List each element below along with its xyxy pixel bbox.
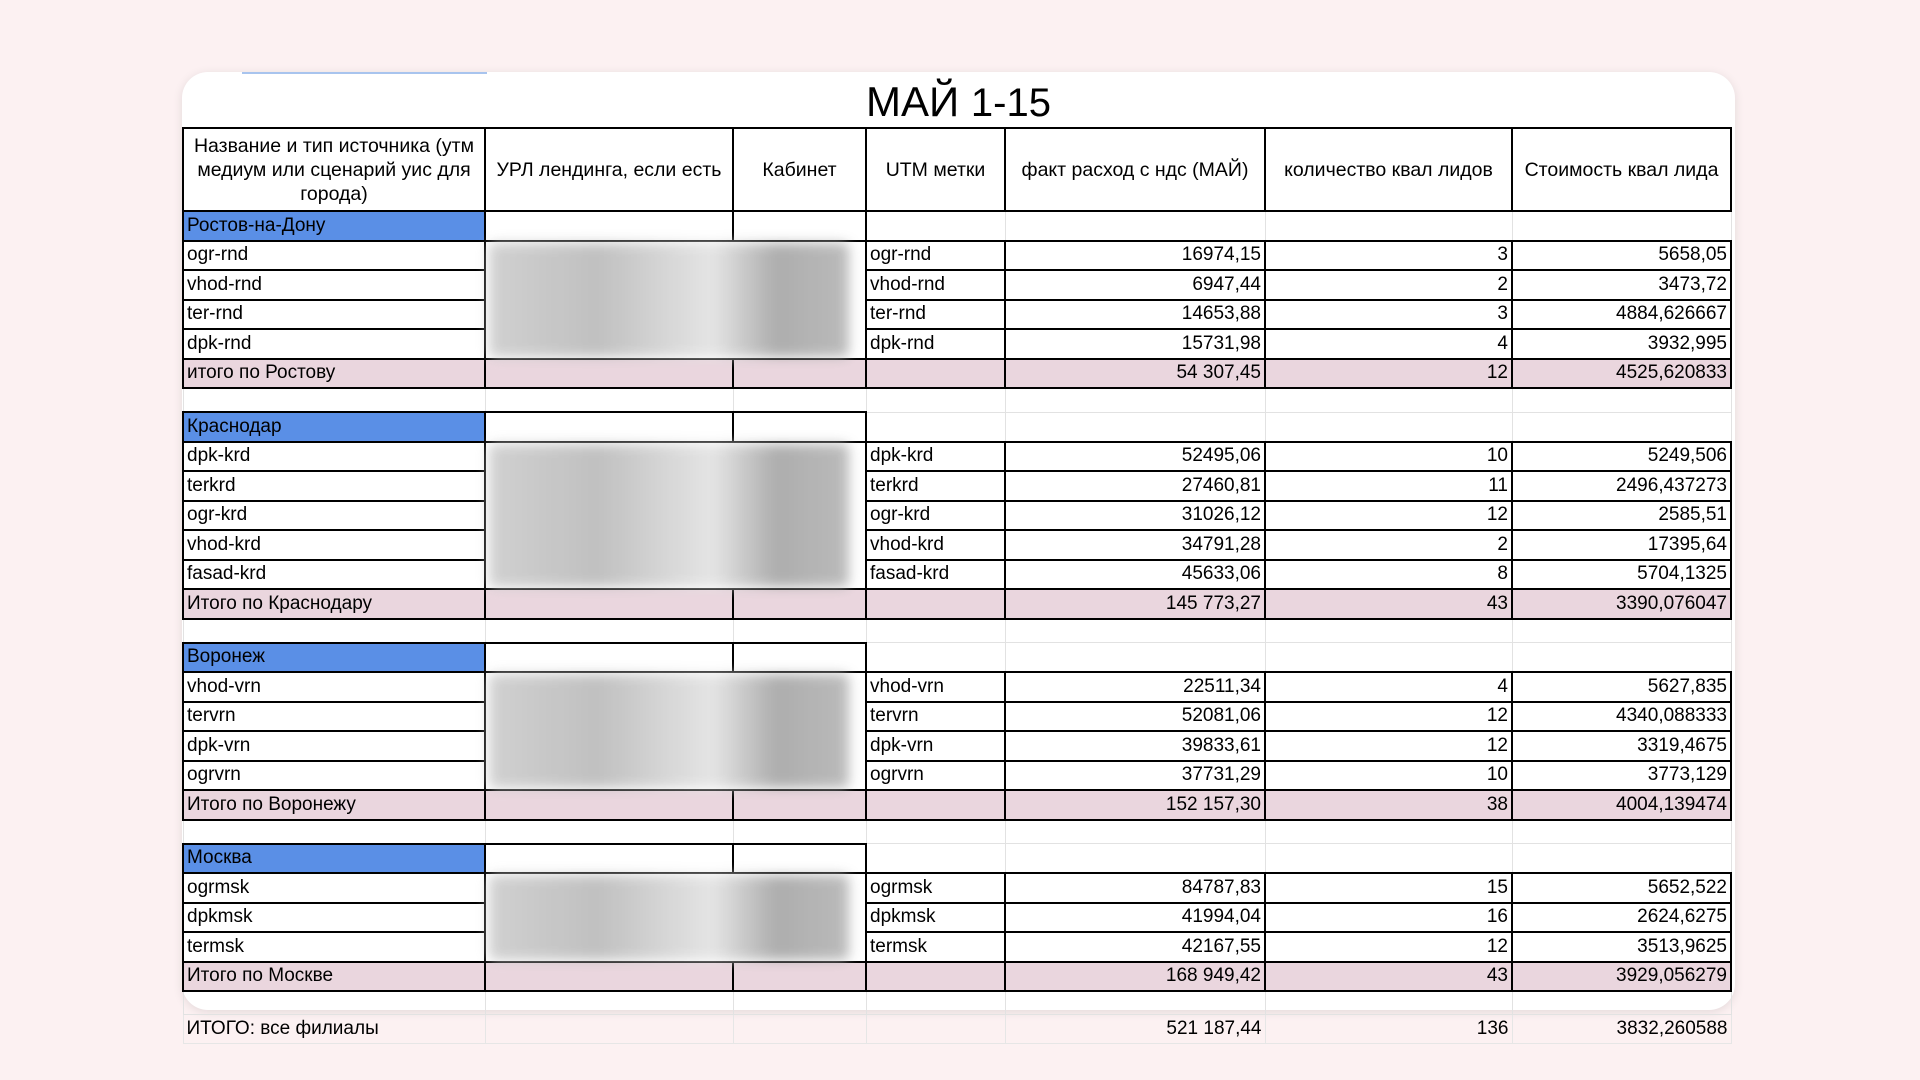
empty-cell[interactable] (733, 211, 866, 241)
empty-cell[interactable] (485, 790, 733, 820)
grand-total-label[interactable]: ИТОГО: все филиалы (183, 1015, 485, 1044)
empty-cell[interactable] (1265, 991, 1512, 1015)
empty-cell[interactable] (866, 388, 1005, 412)
empty-cell[interactable] (1005, 820, 1265, 844)
source-cell[interactable]: vhod-rnd (183, 270, 485, 300)
empty-cell[interactable] (485, 844, 733, 874)
spacer-row (183, 820, 1731, 844)
data-row (183, 241, 1731, 271)
empty-cell[interactable] (733, 844, 866, 874)
city-name-cell[interactable]: Москва (183, 844, 485, 874)
data-row (183, 530, 1731, 560)
leads-cell[interactable]: 16 (1265, 903, 1512, 933)
source-cell[interactable]: ter-rnd (183, 300, 485, 330)
lead-cost-cell[interactable]: 4884,626667 (1512, 300, 1731, 330)
lead-cost-cell[interactable]: 5627,835 (1512, 672, 1731, 702)
spend-cell[interactable]: 15731,98 (1005, 329, 1265, 359)
total-label-cell[interactable]: Итого по Воронежу (183, 790, 485, 820)
header-lead-cost[interactable]: Стоимость квал лида (1512, 128, 1731, 211)
empty-cell[interactable] (485, 359, 733, 389)
group-total-row (183, 790, 1731, 820)
leads-cell[interactable]: 4 (1265, 672, 1512, 702)
source-cell[interactable]: dpk-rnd (183, 329, 485, 359)
empty-cell[interactable] (1005, 643, 1265, 673)
data-row (183, 672, 1731, 702)
empty-cell[interactable] (866, 589, 1005, 619)
lead-cost-cell[interactable]: 3773,129 (1512, 761, 1731, 791)
empty-cell[interactable] (866, 820, 1005, 844)
empty-cell[interactable] (1265, 643, 1512, 673)
spend-cell[interactable]: 84787,83 (1005, 873, 1265, 903)
lead-cost-cell[interactable]: 4340,088333 (1512, 702, 1731, 732)
leads-cell[interactable]: 4 (1265, 329, 1512, 359)
total-spend-cell[interactable]: 145 773,27 (1005, 589, 1265, 619)
source-cell[interactable]: tervrn (183, 702, 485, 732)
utm-cell[interactable]: terkrd (866, 471, 1005, 501)
empty-cell[interactable] (1265, 388, 1512, 412)
utm-cell[interactable]: dpkmsk (866, 903, 1005, 933)
source-cell[interactable]: fasad-krd (183, 560, 485, 590)
empty-cell[interactable] (866, 991, 1005, 1015)
empty-cell[interactable] (485, 388, 733, 412)
data-row (183, 442, 1731, 472)
empty-cell[interactable] (485, 589, 733, 619)
source-cell[interactable]: termsk (183, 932, 485, 962)
empty-cell[interactable] (866, 359, 1005, 389)
data-row (183, 471, 1731, 501)
data-row (183, 270, 1731, 300)
title-period: 1-15 (970, 81, 1051, 125)
source-cell[interactable]: terkrd (183, 471, 485, 501)
group-total-row (183, 589, 1731, 619)
total-lead-cost-cell[interactable]: 3390,076047 (1512, 589, 1731, 619)
empty-cell[interactable] (1005, 844, 1265, 874)
redacted-url-block (489, 875, 849, 960)
lead-cost-cell[interactable]: 5658,05 (1512, 241, 1731, 271)
source-cell[interactable]: dpkmsk (183, 903, 485, 933)
empty-cell[interactable] (1005, 211, 1265, 241)
spacer-row (183, 991, 1731, 1015)
leads-cell[interactable]: 3 (1265, 241, 1512, 271)
group-total-row (183, 962, 1731, 992)
empty-cell[interactable] (733, 962, 866, 992)
empty-cell[interactable] (485, 643, 733, 673)
total-leads-cell[interactable]: 43 (1265, 589, 1512, 619)
lead-cost-cell[interactable]: 5704,1325 (1512, 560, 1731, 590)
spend-cell[interactable]: 31026,12 (1005, 501, 1265, 531)
empty-cell[interactable] (485, 991, 733, 1015)
spend-cell[interactable]: 16974,15 (1005, 241, 1265, 271)
empty-cell[interactable] (866, 844, 1005, 874)
spend-cell[interactable]: 41994,04 (1005, 903, 1265, 933)
lead-cost-cell[interactable]: 5652,522 (1512, 873, 1731, 903)
utm-cell[interactable]: fasad-krd (866, 560, 1005, 590)
source-cell[interactable]: ogr-krd (183, 501, 485, 531)
empty-cell[interactable] (1512, 643, 1731, 673)
data-row (183, 501, 1731, 531)
empty-cell[interactable] (485, 1015, 733, 1044)
source-cell[interactable]: dpk-vrn (183, 731, 485, 761)
empty-cell[interactable] (1512, 820, 1731, 844)
empty-cell[interactable] (485, 619, 733, 643)
source-cell[interactable]: ogrmsk (183, 873, 485, 903)
leads-cell[interactable]: 10 (1265, 442, 1512, 472)
empty-cell[interactable] (733, 388, 866, 412)
header-source[interactable]: Название и тип источника (утм медиум или сценарий уис для города) (183, 128, 485, 211)
spend-cell[interactable]: 42167,55 (1005, 932, 1265, 962)
total-label-cell[interactable]: Итого по Краснодару (183, 589, 485, 619)
leads-cell[interactable]: 3 (1265, 300, 1512, 330)
header-spend[interactable]: факт расход с ндс (МАЙ) (1005, 128, 1265, 211)
utm-cell[interactable]: termsk (866, 932, 1005, 962)
spend-cell[interactable]: 37731,29 (1005, 761, 1265, 791)
total-spend-cell[interactable]: 152 157,30 (1005, 790, 1265, 820)
source-cell[interactable]: vhod-krd (183, 530, 485, 560)
empty-cell[interactable] (866, 1015, 1005, 1044)
spend-cell[interactable]: 52495,06 (1005, 442, 1265, 472)
leads-cell[interactable]: 2 (1265, 270, 1512, 300)
header-cabinet[interactable]: Кабинет (733, 128, 866, 211)
group-total-row (183, 359, 1731, 389)
empty-cell[interactable] (866, 211, 1005, 241)
data-row (183, 731, 1731, 761)
empty-cell[interactable] (866, 643, 1005, 673)
leads-cell[interactable]: 2 (1265, 530, 1512, 560)
utm-cell[interactable]: ogr-krd (866, 501, 1005, 531)
spacer-row (183, 388, 1731, 412)
spend-cell[interactable]: 45633,06 (1005, 560, 1265, 590)
header-row (183, 128, 1731, 211)
empty-cell[interactable] (1005, 991, 1265, 1015)
empty-cell[interactable] (485, 820, 733, 844)
utm-cell[interactable]: ogrmsk (866, 873, 1005, 903)
lead-cost-cell[interactable]: 2585,51 (1512, 501, 1731, 531)
spend-cell[interactable]: 52081,06 (1005, 702, 1265, 732)
data-row (183, 702, 1731, 732)
utm-cell[interactable]: vhod-krd (866, 530, 1005, 560)
city-name-cell[interactable]: Ростов-на-Дону (183, 211, 485, 241)
empty-cell[interactable] (1512, 211, 1731, 241)
utm-cell[interactable]: ogr-rnd (866, 241, 1005, 271)
spacer-row (183, 619, 1731, 643)
title-month: МАЙ (866, 78, 960, 125)
empty-cell[interactable] (183, 991, 485, 1015)
lead-cost-cell[interactable]: 3473,72 (1512, 270, 1731, 300)
grand-total-row (183, 1015, 1731, 1044)
data-row (183, 329, 1731, 359)
data-row (183, 761, 1731, 791)
leads-cell[interactable]: 12 (1265, 731, 1512, 761)
empty-cell[interactable] (1512, 412, 1731, 442)
empty-cell[interactable] (1265, 619, 1512, 643)
spend-cell[interactable]: 14653,88 (1005, 300, 1265, 330)
spend-cell[interactable]: 27460,81 (1005, 471, 1265, 501)
empty-cell[interactable] (1265, 844, 1512, 874)
leads-cell[interactable]: 10 (1265, 761, 1512, 791)
empty-cell[interactable] (733, 790, 866, 820)
empty-cell[interactable] (733, 991, 866, 1015)
empty-cell[interactable] (1265, 211, 1512, 241)
redacted-url-block (489, 243, 849, 357)
redacted-url-block (489, 674, 849, 788)
lead-cost-cell[interactable]: 3319,4675 (1512, 731, 1731, 761)
header-utm[interactable]: UTM метки (866, 128, 1005, 211)
empty-cell[interactable] (1512, 991, 1731, 1015)
lead-cost-cell[interactable]: 5249,506 (1512, 442, 1731, 472)
empty-cell[interactable] (1005, 412, 1265, 442)
leads-cell[interactable]: 12 (1265, 702, 1512, 732)
source-cell[interactable]: ogr-rnd (183, 241, 485, 271)
utm-cell[interactable]: dpk-krd (866, 442, 1005, 472)
city-header-row (183, 211, 1731, 241)
empty-cell[interactable] (1512, 619, 1731, 643)
grand-total-lead-cost[interactable]: 3832,260588 (1512, 1015, 1731, 1044)
empty-cell[interactable] (866, 962, 1005, 992)
spend-cell[interactable]: 39833,61 (1005, 731, 1265, 761)
source-cell[interactable]: vhod-vrn (183, 672, 485, 702)
utm-cell[interactable]: vhod-vrn (866, 672, 1005, 702)
source-cell[interactable]: ogrvrn (183, 761, 485, 791)
total-label-cell[interactable]: Итого по Москве (183, 962, 485, 992)
leads-cell[interactable]: 12 (1265, 932, 1512, 962)
lead-cost-cell[interactable]: 2496,437273 (1512, 471, 1731, 501)
leads-cell[interactable]: 12 (1265, 501, 1512, 531)
leads-cell[interactable]: 11 (1265, 471, 1512, 501)
lead-cost-cell[interactable]: 17395,64 (1512, 530, 1731, 560)
empty-cell[interactable] (1265, 412, 1512, 442)
city-header-row (183, 412, 1731, 442)
spend-table (182, 127, 1732, 1044)
data-row (183, 560, 1731, 590)
city-name-cell[interactable]: Краснодар (183, 412, 485, 442)
leads-cell[interactable]: 15 (1265, 873, 1512, 903)
data-row (183, 903, 1731, 933)
empty-cell[interactable] (485, 211, 733, 241)
city-name-cell[interactable]: Воронеж (183, 643, 485, 673)
empty-cell[interactable] (183, 619, 485, 643)
empty-cell[interactable] (866, 619, 1005, 643)
empty-cell[interactable] (733, 619, 866, 643)
utm-cell[interactable]: ter-rnd (866, 300, 1005, 330)
empty-cell[interactable] (733, 643, 866, 673)
grand-total-leads[interactable]: 136 (1265, 1015, 1512, 1044)
spreadsheet-card (182, 72, 1735, 1039)
source-cell[interactable]: dpk-krd (183, 442, 485, 472)
empty-cell[interactable] (1005, 388, 1265, 412)
data-row (183, 932, 1731, 962)
total-spend-cell[interactable]: 54 307,45 (1005, 359, 1265, 389)
grand-total-spend[interactable]: 521 187,44 (1005, 1015, 1265, 1044)
lead-cost-cell[interactable]: 3932,995 (1512, 329, 1731, 359)
empty-cell[interactable] (866, 790, 1005, 820)
empty-cell[interactable] (733, 359, 866, 389)
total-spend-cell[interactable]: 168 949,42 (1005, 962, 1265, 992)
empty-cell[interactable] (1265, 820, 1512, 844)
sheet-title (182, 72, 1735, 128)
spend-cell[interactable]: 6947,44 (1005, 270, 1265, 300)
empty-cell[interactable] (183, 388, 485, 412)
header-landing-url[interactable]: УРЛ лендинга, если есть (485, 128, 733, 211)
empty-cell[interactable] (485, 962, 733, 992)
empty-cell[interactable] (733, 1015, 866, 1044)
total-lead-cost-cell[interactable]: 3929,056279 (1512, 962, 1731, 992)
spend-cell[interactable]: 22511,34 (1005, 672, 1265, 702)
utm-cell[interactable]: ogrvrn (866, 761, 1005, 791)
city-header-row (183, 844, 1731, 874)
total-leads-cell[interactable]: 38 (1265, 790, 1512, 820)
data-row (183, 873, 1731, 903)
empty-cell[interactable] (733, 412, 866, 442)
empty-cell[interactable] (733, 820, 866, 844)
lead-cost-cell[interactable]: 2624,6275 (1512, 903, 1731, 933)
leads-cell[interactable]: 8 (1265, 560, 1512, 590)
header-leads[interactable]: количество квал лидов (1265, 128, 1512, 211)
total-lead-cost-cell[interactable]: 4004,139474 (1512, 790, 1731, 820)
empty-cell[interactable] (733, 589, 866, 619)
empty-cell[interactable] (1005, 619, 1265, 643)
utm-cell[interactable]: vhod-rnd (866, 270, 1005, 300)
empty-cell[interactable] (1512, 388, 1731, 412)
lead-cost-cell[interactable]: 3513,9625 (1512, 932, 1731, 962)
redacted-url-block (489, 444, 849, 588)
empty-cell[interactable] (183, 820, 485, 844)
city-header-row (183, 643, 1731, 673)
utm-cell[interactable]: tervrn (866, 702, 1005, 732)
utm-cell[interactable]: dpk-rnd (866, 329, 1005, 359)
total-label-cell[interactable]: итого по Ростову (183, 359, 485, 389)
spend-cell[interactable]: 34791,28 (1005, 530, 1265, 560)
total-leads-cell[interactable]: 12 (1265, 359, 1512, 389)
total-leads-cell[interactable]: 43 (1265, 962, 1512, 992)
empty-cell[interactable] (866, 412, 1005, 442)
empty-cell[interactable] (1512, 844, 1731, 874)
empty-cell[interactable] (485, 412, 733, 442)
utm-cell[interactable]: dpk-vrn (866, 731, 1005, 761)
data-row (183, 300, 1731, 330)
total-lead-cost-cell[interactable]: 4525,620833 (1512, 359, 1731, 389)
